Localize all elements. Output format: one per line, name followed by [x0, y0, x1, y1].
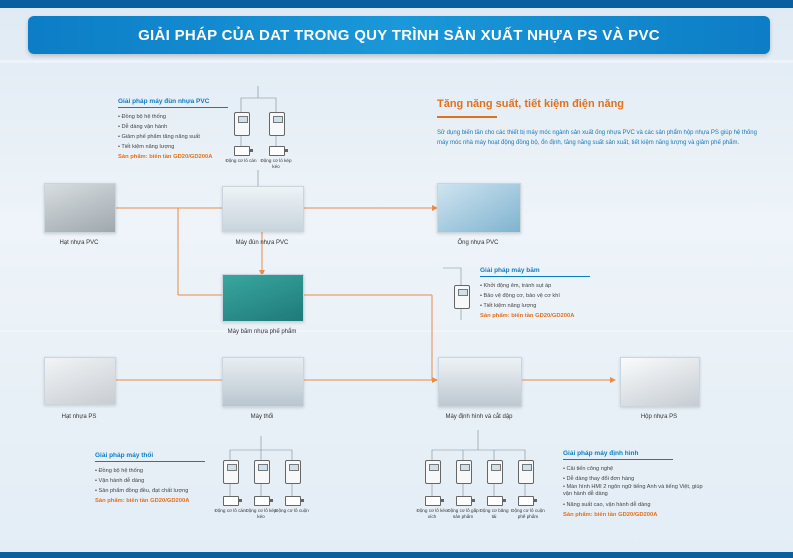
solution-product: Sản phẩm: biến tần GD20/GD200A	[563, 512, 658, 518]
inverter-icon	[285, 460, 301, 484]
motor-icon	[456, 496, 472, 506]
forming-machine-image	[438, 357, 522, 407]
motor-icon	[269, 146, 285, 156]
grinder-solution	[480, 267, 605, 319]
inverter-icon	[223, 460, 239, 484]
motor-icon	[254, 496, 270, 506]
forming-solution	[563, 450, 708, 518]
grinder-label: Máy băm nhựa phế phẩm	[227, 329, 297, 335]
inverter-icon	[456, 460, 472, 484]
solution-item: • Cải tiến công nghệ	[563, 464, 708, 474]
benefit-description: Sử dụng biến tần cho các thiết bị máy móc ngành sản xuất ống nhựa PVC và các sản phẩm hộp nhựa PS giúp hệ thống máy móc nhà máy hoạt động đồng bộ, ổn định, tăng năng suất sản xuất, tiết kiệm năng lượng và giảm phế phẩm.	[437, 130, 757, 146]
solution-item: • Vận hành dễ dàng	[95, 476, 220, 486]
solution-title: Giải pháp máy thổi	[95, 452, 154, 459]
bottom-bar	[0, 552, 793, 558]
solution-item: • Dễ dàng thay đổi đơn hàng	[563, 474, 708, 484]
heading-underline	[437, 116, 497, 118]
solution-item: • Tiết kiệm năng lượng	[118, 142, 238, 152]
solution-item: • Khởi động êm, tránh sụt áp	[480, 281, 605, 291]
motor-label: Động cơ lò kép kéo	[260, 158, 292, 169]
ps-box-label: Hộp nhựa PS	[640, 414, 678, 420]
motor-icon	[425, 496, 441, 506]
motor-label: Động cơ lô cán	[214, 508, 246, 513]
solution-item: • Dễ dàng vận hành	[118, 122, 238, 132]
inverter-icon	[425, 460, 441, 484]
solution-title: Giải pháp máy băm	[480, 267, 540, 274]
solution-title: Giải pháp máy định hình	[563, 450, 639, 457]
blower-label: Máy thổi	[250, 414, 274, 420]
grinder-image	[222, 274, 304, 322]
solution-item: • Đồng bộ hệ thống	[95, 466, 220, 476]
motor-label: Động cơ băng tải	[479, 508, 509, 519]
motor-icon	[223, 496, 239, 506]
solution-item: • Tiết kiệm năng lượng	[480, 301, 605, 311]
pvc-resin-image	[44, 183, 116, 233]
motor-label: Động cơ lô kép kéo	[245, 508, 277, 519]
solution-product: Sản phẩm: biến tần GD20/GD200A	[118, 154, 213, 160]
solution-item: • Sản phẩm đồng đều, đạt chất lượng	[95, 486, 220, 496]
solution-item: • Năng suất cao, vận hành dễ dàng	[563, 500, 708, 510]
ps-resin-label: Hạt nhựa PS	[61, 414, 97, 420]
inverter-icon	[487, 460, 503, 484]
motor-label: Động cơ lô kéo xích	[416, 508, 448, 519]
ps-box-image	[620, 357, 700, 407]
solution-item: • Đồng bộ hệ thống	[118, 112, 238, 122]
solution-item: • Giảm phế phẩm tăng năng suất	[118, 132, 238, 142]
ps-resin-image	[44, 357, 116, 405]
benefit-heading: Tăng năng suất, tiết kiệm điện năng	[437, 98, 625, 110]
blower-image	[222, 357, 304, 407]
inverter-icon	[269, 112, 285, 136]
inverter-icon	[254, 460, 270, 484]
inverter-icon	[454, 285, 470, 309]
pvc-extruder-label: Máy đùn nhựa PVC	[235, 240, 289, 246]
pvc-pipe-image	[437, 183, 521, 233]
motor-icon	[285, 496, 301, 506]
inverter-icon	[518, 460, 534, 484]
motor-label: Động cơ lò cán	[225, 158, 257, 163]
motor-label: Động cơ lô cuộn phế phẩm	[511, 508, 545, 519]
motor-icon	[487, 496, 503, 506]
page-title: GIẢI PHÁP CỦA DAT TRONG QUY TRÌNH SẢN XUẤT NHỰA PS VÀ PVC	[138, 26, 660, 44]
pvc-pipe-label: Ống nhựa PVC	[457, 240, 499, 246]
solution-title: Giải pháp máy đùn nhựa PVC	[118, 98, 210, 105]
forming-machine-label: Máy định hình và cắt dập	[445, 414, 513, 420]
solution-item: • Màn hình HMI 2 ngôn ngữ tiếng Anh và tiếng Việt, giúp vận hành dễ dàng	[563, 484, 708, 498]
extruder-solution	[118, 98, 238, 160]
solution-product: Sản phẩm: biến tần GD20/GD200A	[480, 313, 575, 319]
solution-product: Sản phẩm: biến tần GD20/GD200A	[95, 498, 190, 504]
pvc-resin-label: Hạt nhựa PVC	[59, 240, 99, 246]
blower-solution	[95, 452, 220, 504]
motor-label: Động cơ lô gấp sản phẩm	[447, 508, 479, 519]
motor-label: Động cơ lô cuộn	[275, 508, 309, 513]
pvc-extruder-image	[222, 186, 304, 232]
motor-icon	[518, 496, 534, 506]
solution-item: • Bảo vệ động cơ, bảo vệ cơ khí	[480, 291, 605, 301]
